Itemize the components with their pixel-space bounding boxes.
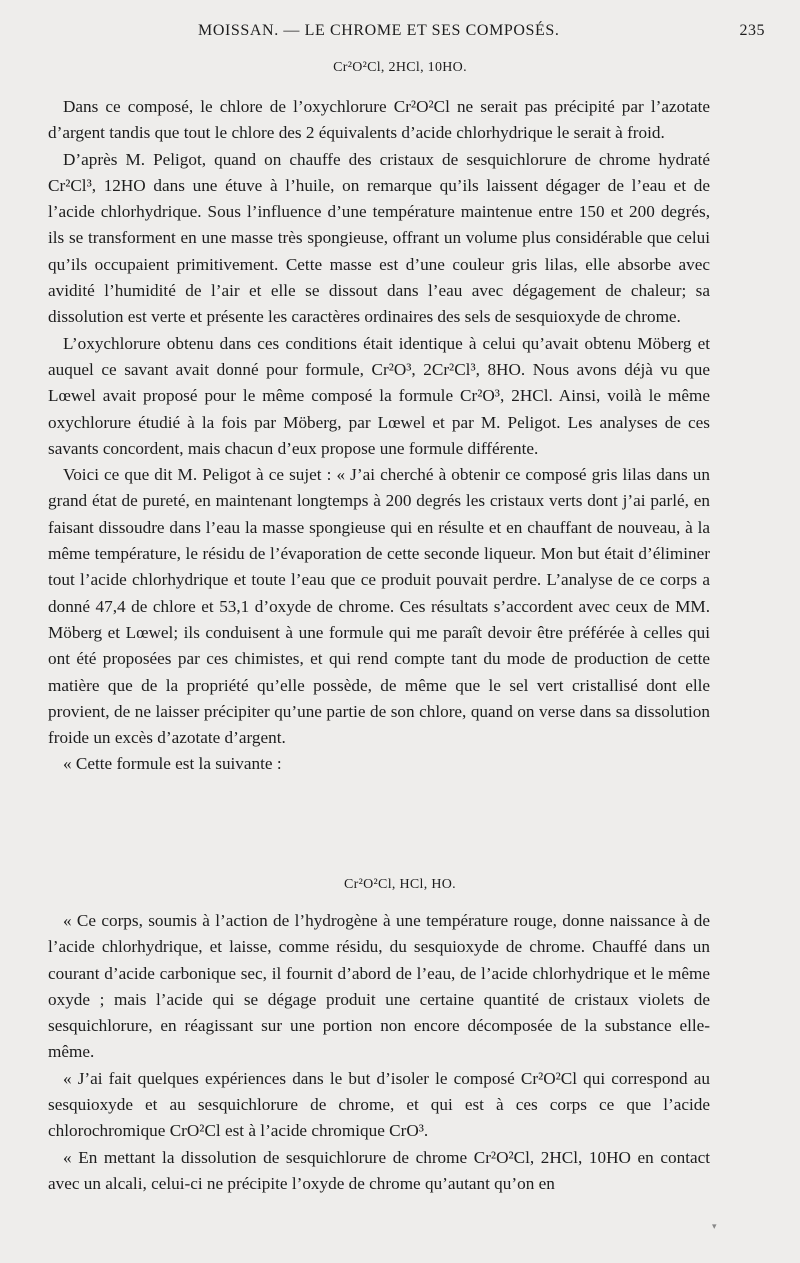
paragraph: Dans ce composé, le chlore de l’oxychlorure Cr²O²Cl ne serait pas précipité par l’azotate d’argent tandis que tout le chlore des 2 équivalents d’acide chlorhydrique le serait à froid. (48, 97, 710, 143)
paragraph: « J’ai fait quelques expériences dans le but d’isoler le composé Cr²O²Cl qui correspond au sesquioxyde et au sesquichlorure de chrome, et qui est à ces corps ce que l’acide chlorochromique CrO²Cl est à l’acide chromique CrO³. (48, 1068, 710, 1141)
paragraph: « En mettant la dissolution de sesquichlorure de chrome Cr²O²Cl, 2HCl, 10HO en contact avec un alcali, celui-ci ne précipite l’oxyde de chrome qu’autant qu’on en (48, 1147, 710, 1193)
paragraph: Voici ce que dit M. Peligot à ce sujet : « J’ai cherché à obtenir ce composé gris lilas dans un grand état de pureté, en maintenant longtemps à 200 degrés les cristaux verts dont j’ai parlé, en faisant dissoudre dans l’eau la masse spongieuse qui en résulte et en chauffant de nouveau, à la même température, le résidu de l’évaporation de cette seconde liqueur. Mon but était d’éliminer tout l’acide chlorhydrique et toute l’eau que ce produit pouvait perdre. L’analyse de ce corps a donné 47,4 de chlore et 53,1 d’oxyde de chrome. Ces résultats s’accordent avec ceux de MM. Möberg et Lœwel; ils conduisent à une formule qui me paraît devoir être préférée à celles qui ont été proposées par ces chimistes, et qui rend compte tant du mode de production de cette matière que de la propriété qu’elle possède, de même que le sel vert cristallisé dont elle provient, de ne laisser précipiter qu’une partie de son chlore, quand on verse dans sa dissolution froide un excès d’azotate d’argent. (48, 465, 710, 748)
formula-middle: Cr²O²Cl, HCl, HO. (344, 877, 456, 892)
paragraph: D’après M. Peligot, quand on chauffe des cristaux de sesquichlorure de chrome hydraté Cr²Cl³, 12HO dans une étuve à l’huile, on remarque qu’ils laissent dégager de l’eau et de l’acide chlorhydrique. Sous l’influence d’une température maintenue entre 150 et 200 degrés, ils se transforment en une masse très spongieuse, offrant un volume plus considérable que celui qu’ils occupaient primitivement. Cette masse est d’une couleur gris lilas, elle absorbe avec avidité l’humidité de l’air et elle se dissout dans l’eau avec dégagement de chaleur; sa dissolution est verte et présente les caractères ordinaires des sels de sesquioxyde de chrome. (48, 149, 710, 327)
paragraph: L’oxychlorure obtenu dans ces conditions était identique à celui qu’avait obtenu Möberg et auquel ce savant avait donné pour formule, Cr²O³, 2Cr²Cl³, 8HO. Nous avons déjà vu que Lœwel avait proposé pour le même composé la formule Cr²O³, 2HCl. Ainsi, voilà le même oxychlorure étudié à la fois par Möberg, par Lœwel et par M. Peligot. Les analyses de ces savants concordent, mais chacun d’eux propose une formule différente. (48, 333, 710, 458)
running-title: MOISSAN. — LE CHROME ET SES COMPOSÉS. (198, 22, 560, 39)
text-block-upper (48, 94, 710, 778)
formula-top: Cr²O²Cl, 2HCl, 10HO. (333, 60, 467, 75)
paragraph: « Ce corps, soumis à l’action de l’hydrogène à une température rouge, donne naissance à de l’acide chlorhydrique, et laisse, comme résidu, du sesquioxyde de chrome. Chauffé dans un courant d’acide carbonique sec, il fournit d’abord de l’eau, de l’acide chlorhydrique et le même oxyde ; mais l’acide qui se dégage produit une certaine quantité de cristaux violets de sesquichlorure, en réagissant sur une portion non encore décomposée de la substance elle-même. (48, 911, 710, 1062)
running-head (0, 22, 800, 48)
page-number: 235 (739, 22, 765, 39)
print-mark: ▾ (712, 1221, 717, 1231)
paragraph: « Cette formule est la suivante : (63, 754, 282, 774)
text-block-lower (48, 908, 710, 1197)
